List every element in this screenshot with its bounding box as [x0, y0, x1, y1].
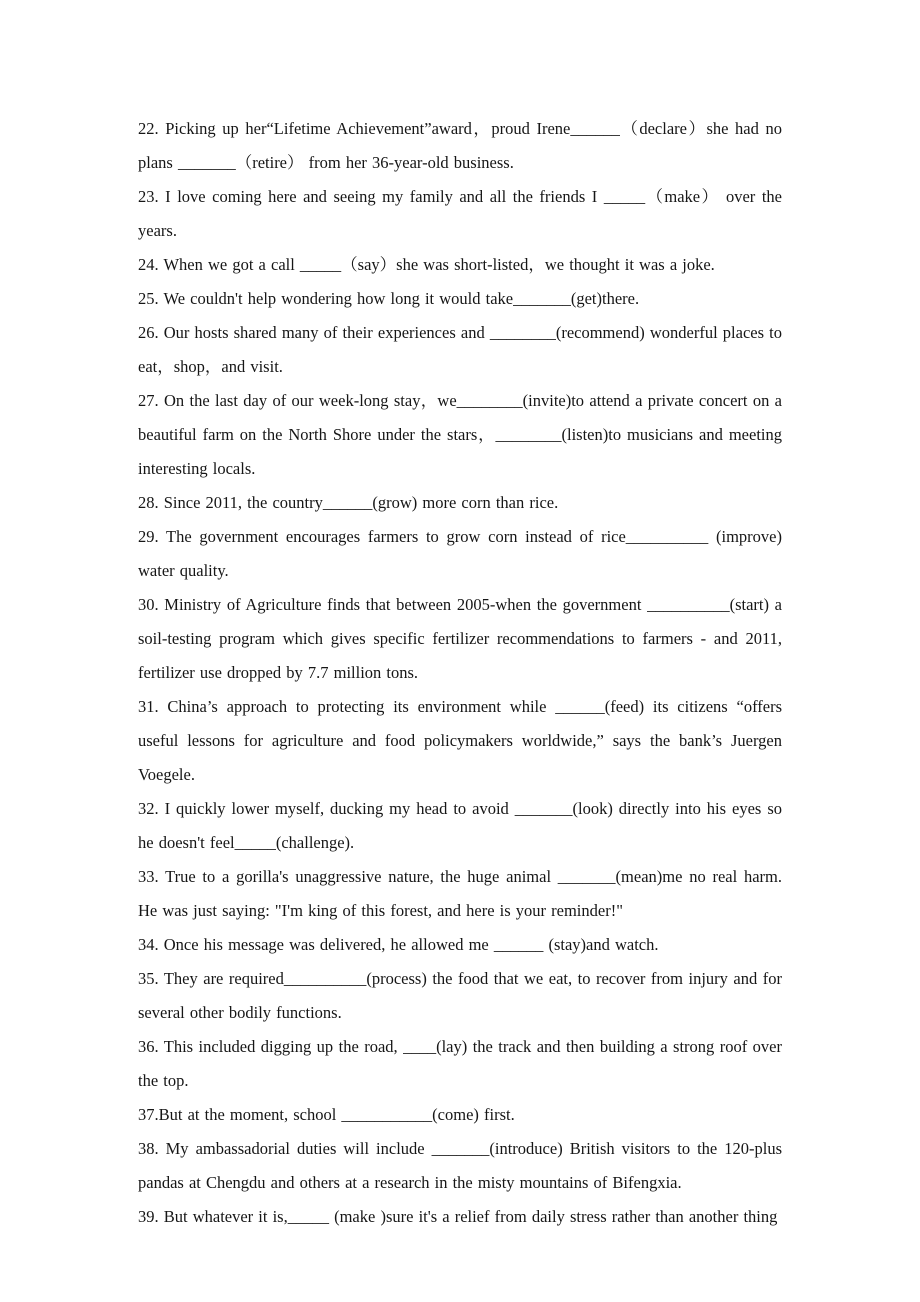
question-38: 38. My ambassadorial duties will include _______(introduce) British visitors to the 120-plus pandas at Chengdu and others at a research in the misty mountains of Bifengxia. — [138, 1139, 782, 1192]
question-25: 25. We couldn't help wondering how long it would take_______(get)there. — [138, 289, 640, 308]
question-36: 36. This included digging up the road, ____(lay) the track and then building a strong roof over the top. — [138, 1037, 782, 1090]
question-22: 22. Picking up her“Lifetime Achievement”award，proud Irene______（declare）she had no plans _______（retire） from her 36-year-old business. — [138, 119, 782, 172]
question-39: 39. But whatever it is,_____ (make )sure it's a relief from daily stress rather than another thing — [138, 1207, 778, 1226]
question-27: 27. On the last day of our week-long stay，we________(invite)to attend a private concert on a beautiful farm on the North Shore under the stars，________(listen)to musicians and meeting interesting locals. — [138, 391, 782, 478]
question-29: 29. The government encourages farmers to grow corn instead of rice__________ (improve) water quality. — [138, 527, 782, 580]
question-37: 37.But at the moment, school ___________(come) first. — [138, 1105, 515, 1124]
question-30: 30. Ministry of Agriculture finds that between 2005-when the government __________(start) a soil-testing program which gives specific fertilizer recommendations to farmers - and 2011, fertilizer use dropped by 7.7 million tons. — [138, 595, 782, 682]
question-34: 34. Once his message was delivered, he allowed me ______ (stay)and watch. — [138, 935, 659, 954]
question-24: 24. When we got a call _____（say）she was short-listed，we thought it was a joke. — [138, 255, 715, 274]
question-35: 35. They are required__________(process) the food that we eat, to recover from injury and for several other bodily functions. — [138, 969, 782, 1022]
question-28: 28. Since 2011, the country______(grow) more corn than rice. — [138, 493, 559, 512]
question-23: 23. I love coming here and seeing my family and all the friends I _____（make） over the years. — [138, 187, 782, 240]
question-31: 31. China’s approach to protecting its environment while ______(feed) its citizens “offers useful lessons for agriculture and food policymakers worldwide,” says the bank’s Juergen Voegele. — [138, 697, 782, 784]
question-26: 26. Our hosts shared many of their experiences and ________(recommend) wonderful places to eat，shop，and visit. — [138, 323, 782, 376]
question-33: 33. True to a gorilla's unaggressive nature, the huge animal _______(mean)me no real harm. He was just saying: "I'm king of this forest, and here is your reminder!" — [138, 867, 782, 920]
question-32: 32. I quickly lower myself, ducking my head to avoid _______(look) directly into his eyes so he doesn't feel_____(challenge). — [138, 799, 782, 852]
